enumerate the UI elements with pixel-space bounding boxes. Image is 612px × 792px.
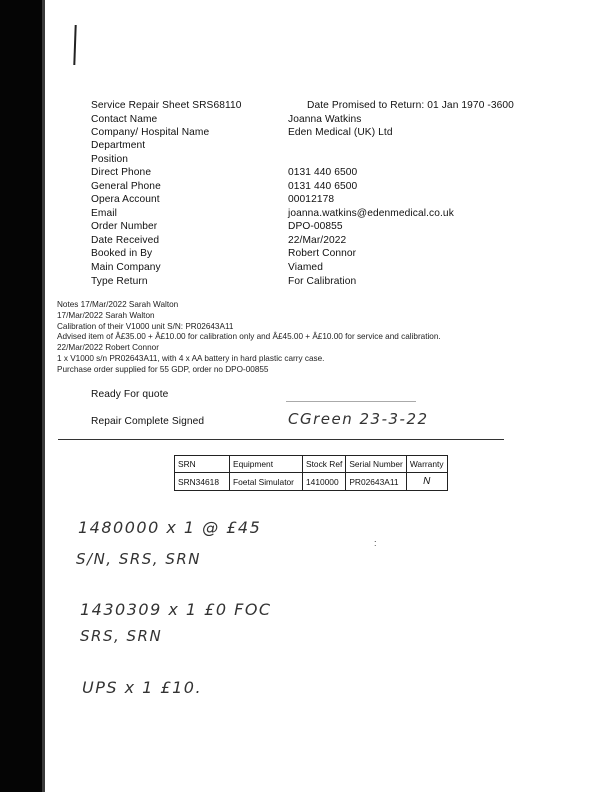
sheet-title: Service Repair Sheet SRS68110 xyxy=(91,100,242,111)
scan-edge-line xyxy=(42,0,45,792)
field-label: Main Company xyxy=(91,262,161,273)
pen-mark xyxy=(73,25,76,65)
table-header-row xyxy=(175,456,448,473)
table-header-cell: Equipment xyxy=(230,456,303,473)
field-value: joanna.watkins@edenmedical.co.uk xyxy=(288,208,454,219)
handwritten-note-3: 1430309 x 1 £0 FOC xyxy=(80,600,272,619)
field-label: Date Received xyxy=(91,235,160,246)
ready-for-quote-label: Ready For quote xyxy=(91,389,169,400)
field-label: Order Number xyxy=(91,221,158,232)
field-value: Eden Medical (UK) Ltd xyxy=(288,127,393,138)
handwritten-note-5: UPS x 1 £10. xyxy=(82,678,203,697)
section-divider xyxy=(58,439,504,440)
note-line: Purchase order supplied for 55 GDP, order no DPO-00855 xyxy=(57,364,269,374)
field-value: Joanna Watkins xyxy=(288,114,362,125)
table-header-cell: Serial Number xyxy=(346,456,407,473)
field-label: Opera Account xyxy=(91,194,160,205)
field-value: For Calibration xyxy=(288,276,357,287)
table-cell: Foetal Simulator xyxy=(230,473,303,491)
table-cell: SRN34618 xyxy=(175,473,230,491)
handwritten-note-2: S/N, SRS, SRN xyxy=(76,550,201,568)
repair-signature: CGreen 23-3-22 xyxy=(288,410,429,428)
field-label: Department xyxy=(91,140,146,151)
field-value: 0131 440 6500 xyxy=(288,181,358,192)
note-line: 1 x V1000 s/n PR02643A11, with 4 x AA battery in hard plastic carry case. xyxy=(57,353,325,363)
field-value: DPO-00855 xyxy=(288,221,343,232)
stray-mark: : xyxy=(374,538,377,548)
note-line: Advised item of Â£35.00 + Â£10.00 for calibration only and Â£45.00 + Â£10.00 for service and calibration. xyxy=(57,332,441,342)
note-line: Calibration of their V1000 unit S/N: PR02643A11 xyxy=(57,321,234,331)
field-value: Robert Connor xyxy=(288,248,357,259)
handwritten-note-4: SRS, SRN xyxy=(80,627,163,645)
field-label: Type Return xyxy=(91,276,148,287)
field-label: Booked in By xyxy=(91,248,153,259)
note-line: 22/Mar/2022 Robert Connor xyxy=(57,343,159,353)
field-label: Direct Phone xyxy=(91,167,152,178)
notes-block xyxy=(57,300,441,376)
field-label: Company/ Hospital Name xyxy=(91,127,210,138)
note-line: 17/Mar/2022 Sarah Walton xyxy=(57,310,155,320)
field-value: 00012178 xyxy=(288,194,335,205)
table-header-cell: Warranty xyxy=(406,456,447,473)
field-value: 0131 440 6500 xyxy=(288,167,358,178)
handwritten-note-1: 1480000 x 1 @ £45 xyxy=(78,518,262,537)
ready-for-quote-signature-line xyxy=(286,401,416,402)
table-cell: PR02643A11 xyxy=(346,473,407,491)
field-value: Viamed xyxy=(288,262,323,273)
table-header-cell: SRN xyxy=(175,456,230,473)
note-line: Notes 17/Mar/2022 Sarah Walton xyxy=(57,300,179,309)
field-label: Position xyxy=(91,154,129,165)
date-promised: Date Promised to Return: 01 Jan 1970 -3600 xyxy=(307,100,514,111)
table-cell: 1410000 xyxy=(303,473,346,491)
table-row xyxy=(175,473,448,491)
scan-edge-bar xyxy=(0,0,42,792)
field-label: Contact Name xyxy=(91,114,158,125)
table-header-cell: Stock Ref xyxy=(303,456,346,473)
field-label: Email xyxy=(91,208,117,219)
equipment-table xyxy=(174,455,448,491)
field-label: General Phone xyxy=(91,181,161,192)
table-cell: N xyxy=(406,473,447,491)
field-value: 22/Mar/2022 xyxy=(288,235,347,246)
repair-complete-label: Repair Complete Signed xyxy=(91,416,205,427)
